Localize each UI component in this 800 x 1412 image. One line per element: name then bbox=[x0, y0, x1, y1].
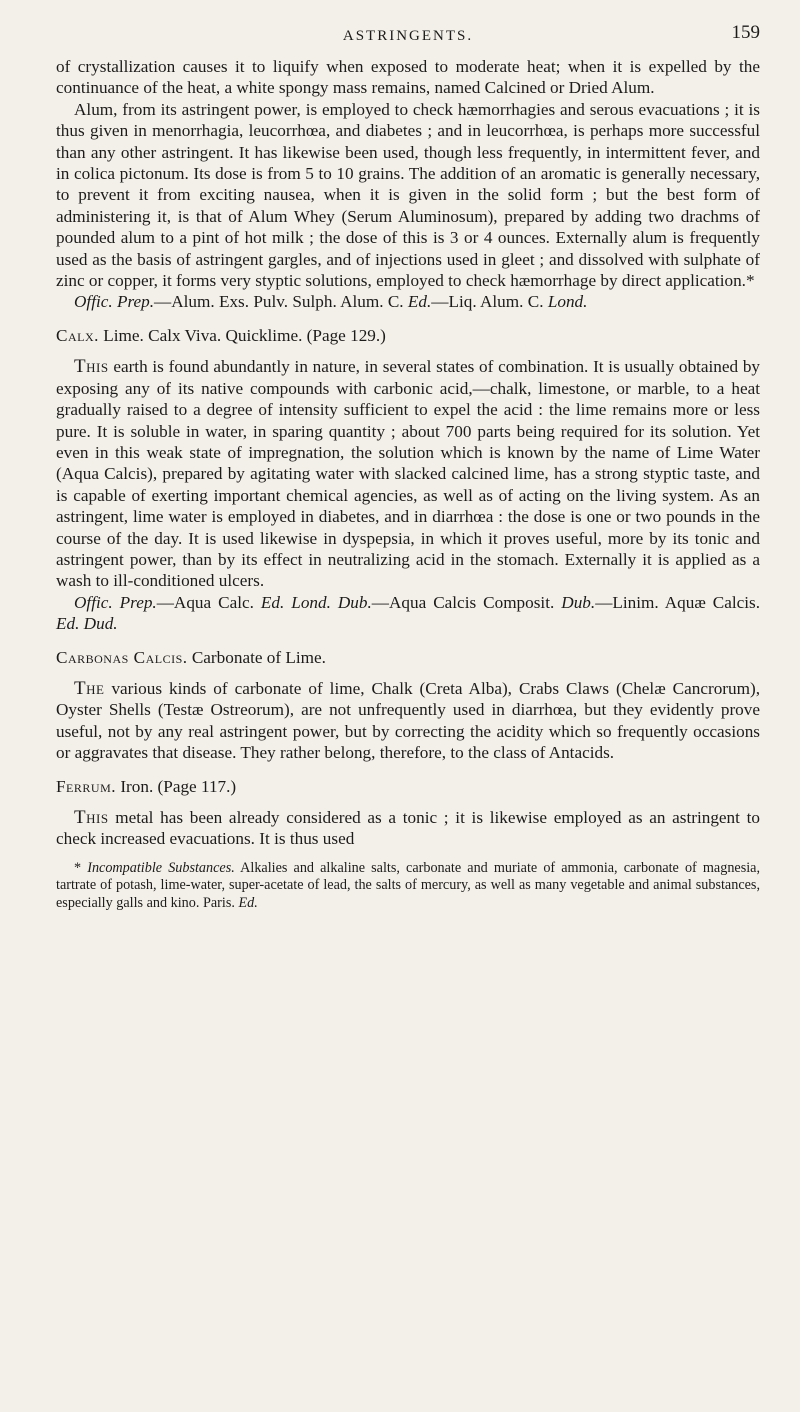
offic-prep-text-2: —Liq. Alum. C. bbox=[431, 292, 544, 312]
footnote-source: Paris. bbox=[202, 894, 235, 911]
calx-heading-title: Calx. bbox=[56, 325, 99, 345]
ferrum-heading-rest: Iron. (Page 117.) bbox=[120, 776, 237, 796]
running-head bbox=[56, 22, 760, 56]
calx-offic-1: —Aqua Calc. bbox=[156, 592, 254, 612]
page-number: 159 bbox=[731, 22, 760, 43]
footnote bbox=[56, 860, 760, 912]
calx-heading bbox=[56, 325, 760, 346]
calx-lead-word: This bbox=[74, 356, 109, 378]
alum-officinal-preparations bbox=[56, 291, 760, 312]
offic-prep-text: —Alum. Exs. Pulv. Sulph. Alum. C. bbox=[154, 292, 404, 312]
ferrum-body: metal has been already considered as a tonic ; it is likewise employed as an astringent to check increased evacuations. It is thus used bbox=[56, 808, 760, 849]
carbonas-lead-word: The bbox=[74, 677, 105, 699]
calx-paragraph bbox=[56, 356, 760, 591]
carbonas-heading bbox=[56, 647, 760, 668]
offic-prep-ed: Ed. bbox=[407, 292, 432, 312]
ferrum-heading-title: Ferrum. bbox=[56, 776, 117, 796]
calx-body: earth is found abundantly in nature, in several states of combination. It is usually obtained by exposing any of its native compounds with carbonic acid,—chalk, limestone, or marble, to a heat gradually raised to a degree of intensity sufficient to expel the acid : the lime remains more or less pure. It is soluble in water, in sparing quantity ; about 700 parts being required for its solution. Yet even in this weak state of impregnation, the solution which is known by the name of Lime Water (Aqua Calcis), prepared by agitating water with slacked calcined lime, has a strong styptic taste, and is capable of exerting important chemical agencies, as well as of acting on the living system. As an astringent, lime water is employed in diabetes, and in diarrhœa : the dose is one or two pounds in the course of the day. It is used likewise in dyspepsia, in which it proves useful, more by its tonic and astringent power, than by its effect in neutralizing acid in the stomach. Externally it is applied as a wash to ill-conditioned ulcers. bbox=[56, 357, 761, 591]
running-title: ASTRINGENTS. bbox=[342, 28, 474, 44]
footnote-mark: * bbox=[74, 859, 82, 876]
alum-continued-paragraph: of crystallization causes it to liquify when exposed to moderate heat; when it is expelled by the continuance of the heat, a white spongy mass remains, named Calcined or Dried Alum. bbox=[56, 57, 760, 98]
carbonas-paragraph bbox=[56, 678, 760, 764]
calx-officinal-preparations bbox=[56, 592, 760, 635]
calx-offic-3: —Linim. Aquæ Calcis. bbox=[595, 592, 761, 612]
ferrum-lead-word: This bbox=[74, 807, 109, 828]
ferrum-heading bbox=[56, 776, 760, 797]
calx-offic-label: Offic. Prep. bbox=[74, 592, 157, 612]
calx-offic-dub: Dub. bbox=[561, 592, 596, 612]
calx-offic-ed: Ed. Lond. Dub. bbox=[260, 592, 372, 612]
ferrum-paragraph bbox=[56, 807, 760, 850]
carbonas-heading-rest: Carbonate of Lime. bbox=[191, 647, 326, 667]
calx-offic-2: —Aqua Calcis Composit. bbox=[371, 592, 555, 612]
offic-prep-label: Offic. Prep. bbox=[74, 292, 155, 312]
offic-prep-lond: Lond. bbox=[547, 292, 588, 312]
footnote-label: Incompatible Substances. bbox=[87, 859, 235, 876]
calx-heading-rest: Lime. Calx Viva. Quicklime. (Page 129.) bbox=[103, 325, 386, 345]
footnote-source-ed: Ed. bbox=[238, 894, 258, 911]
carbonas-body: various kinds of carbonate of lime, Chalk (Creta Alba), Crabs Claws (Chelæ Cancrorum), Oyster Shells (Testæ Ostreorum), are not unfrequently used in diarrhœa, but they evidently prove useful, not by any real astringent power, but by correcting the acidity which so frequently occasions or aggravates that disease. They rather belong, therefore, to the class of Antacids. bbox=[56, 678, 761, 763]
carbonas-heading-title: Carbonas Calcis. bbox=[56, 647, 188, 667]
alum-uses-paragraph: Alum, from its astringent power, is employed to check hæmorrhagies and serous evacuations ; it is thus given in menorrhagia, leucorrhœa, and diabetes ; and in leucorrhœa, is perhaps more successful than any other astringent. It has likewise been used, though less frequently, in intermittent fever, and in colica pictonum. Its dose is from 5 to 10 grains. The addition of an aromatic is generally necessary, to prevent it from exciting nausea, when it is given in the solid form ; but the best form of administering it, is that of Alum Whey (Serum Aluminosum), prepared by adding two drachms of pounded alum to a pint of hot milk ; the dose of this is 3 or 4 ounces. Externally alum is frequently used as the basis of astringent gargles, and of injections used in gleet ; and dissolved with sulphate of zinc or copper, it forms very styptic solutions, employed to check hæmorrhage by direct application.* bbox=[56, 99, 760, 291]
footnote-text: Alkalies and alkaline salts, carbonate and muriate of ammonia, carbonate of magnesia, tartrate of potash, lime-water, super-acetate of lead, the salts of mercury, as well as many vegetable and animal substances, especially galls and kino. bbox=[56, 859, 761, 911]
calx-offic-ed-dub: Ed. Dud. bbox=[56, 614, 118, 634]
